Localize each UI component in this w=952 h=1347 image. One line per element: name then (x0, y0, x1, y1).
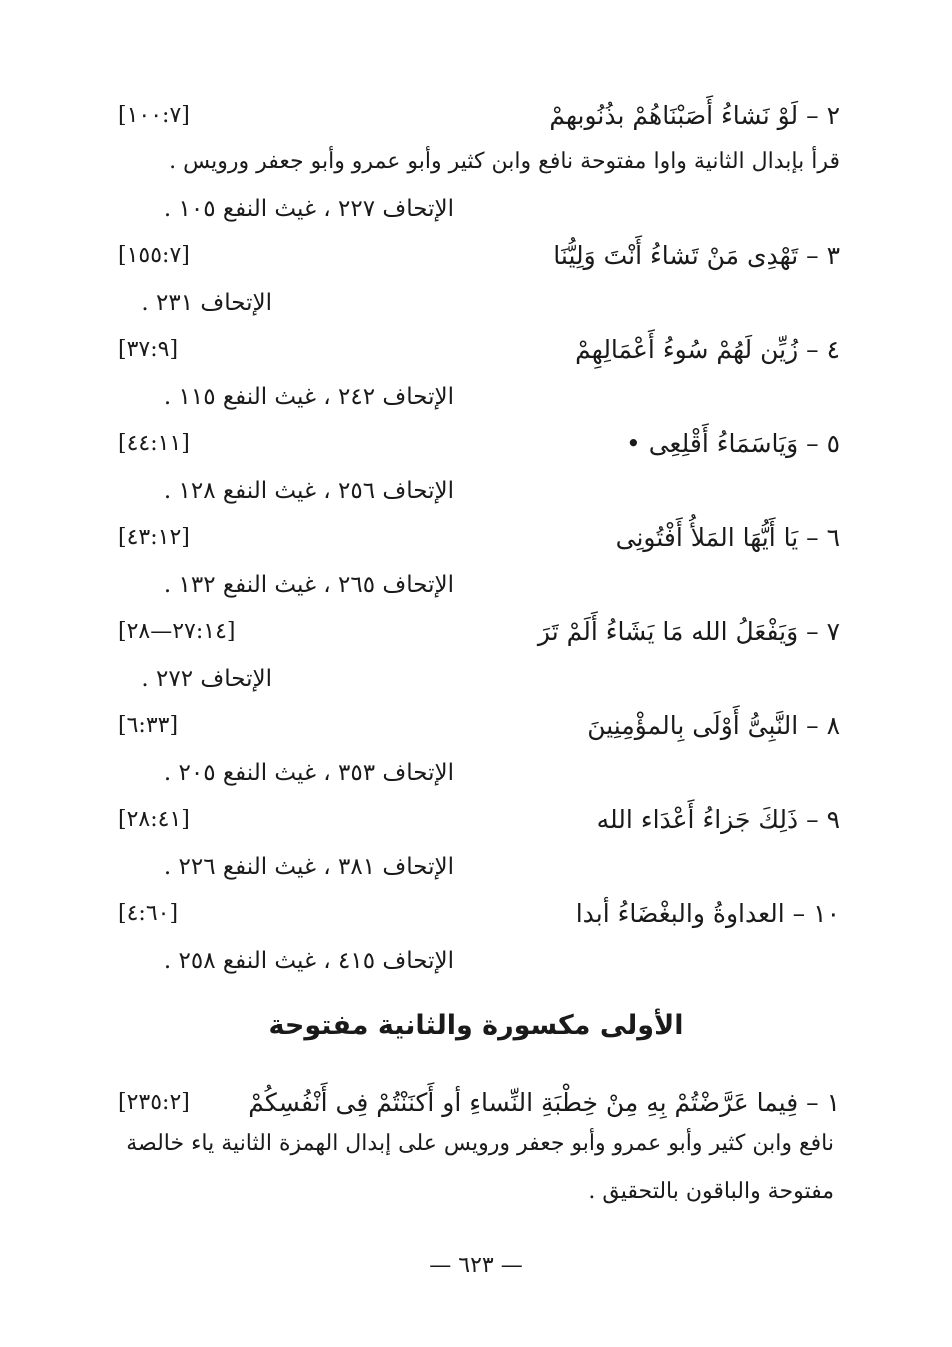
verse-text: ٢ – لَوْ نَشاءُ أَصَبْنَاهُمْ بذُنُوبهمْ (549, 101, 840, 130)
verse-text: ٩ – ذَلِكَ جَزاءُ أَعْدَاء الله (596, 805, 840, 834)
verse-reference: [٤:٦٠] (118, 901, 179, 926)
verse-reference: [٦:٣٣] (118, 713, 179, 738)
verse-reference: [٣٧:٩] (118, 337, 179, 362)
reading-note: قرأ بإبدال الثانية واوا مفتوحة نافع وابن كثير وأبو عمرو وأبو جعفر ورويس . (169, 149, 840, 174)
verse-text: ٣ – تَهْدِى مَنْ تَشاءُ أَنْتَ وَلِيُّنَا (553, 241, 840, 270)
source-citation: الإتحاف ٢٣١ . (141, 290, 272, 316)
verse-reference: [٢٨:٤١] (118, 807, 190, 832)
verse-text: ٨ – النَّبِىُّ أَوْلَى بِالمؤْمِنِينَ (587, 711, 840, 740)
entry-5-sources (118, 471, 840, 511)
verse-text: ٦ – يَا أَيُّهَا المَلأُ أَفْتُونِى (615, 523, 840, 552)
entry-2 (118, 96, 840, 136)
section-b-entry-1 (118, 1083, 840, 1123)
entry-10 (118, 894, 840, 934)
entry-5 (118, 424, 840, 464)
source-citation: الإتحاف ٤١٥ ، غيث النفع ٢٥٨ . (163, 948, 454, 974)
verse-reference: [١٠٠:٧] (118, 103, 190, 128)
verse-reference: [٤٤:١١] (118, 431, 190, 456)
entry-7 (118, 612, 840, 652)
source-citation: الإتحاف ٣٥٣ ، غيث النفع ٢٠٥ . (163, 760, 454, 786)
reading-note-line-2: مفتوحة والباقون بالتحقيق . (588, 1179, 834, 1204)
verse-reference: [٤٣:١٢] (118, 525, 190, 550)
section-heading: الأولى مكسورة والثانية مفتوحة (268, 1010, 684, 1041)
verse-reference: [١٥٥:٧] (118, 243, 190, 268)
verse-reference: [٢٣٥:٢] (118, 1090, 190, 1115)
entry-9-sources (118, 847, 840, 887)
entry-6-sources (118, 565, 840, 605)
source-citation: الإتحاف ٣٨١ ، غيث النفع ٢٢٦ . (163, 854, 454, 880)
verse-text: ١٠ – العداوةُ والبغْضَاءُ أبدا (575, 899, 840, 928)
page-number: — ٦٢٣ — (429, 1253, 523, 1278)
verse-text: ١ – فِيما عَرَّضْتُمْ بِهِ مِنْ خِطْبَةِ النِّساءِ أو أَكنَنْتُمْ فِى أَنْفُسِكُمْ (248, 1088, 840, 1117)
entry-2-reading-note (118, 142, 840, 182)
source-citation: الإتحاف ٢٤٢ ، غيث النفع ١١٥ . (163, 384, 454, 410)
source-citation: الإتحاف ٢٦٥ ، غيث النفع ١٣٢ . (163, 572, 454, 598)
entry-9 (118, 800, 840, 840)
source-citation: الإتحاف ٢٢٧ ، غيث النفع ١٠٥ . (163, 196, 454, 222)
entry-4-sources (118, 377, 840, 417)
entry-3 (118, 236, 840, 276)
entry-2-sources (118, 189, 840, 229)
entry-6 (118, 518, 840, 558)
entry-7-sources (118, 659, 840, 699)
verse-text: ٤ – زُيِّن لَهُمْ سُوءُ أَعْمَالِهِمْ (575, 335, 840, 364)
source-citation: الإتحاف ٢٥٦ ، غيث النفع ١٢٨ . (163, 478, 454, 504)
entry-8 (118, 706, 840, 746)
entry-3-sources (118, 283, 840, 323)
verse-reference: [٢٧:١٤—٢٨] (118, 619, 236, 644)
entry-10-sources (118, 941, 840, 981)
reading-note-line-1: نافع وابن كثير وأبو عمرو وأبو جعفر ورويس على إبدال الهمزة الثانية ياء خالصة (126, 1131, 834, 1156)
verse-text: ٧ – وَيَفْعَلُ الله مَا يَشَاءُ أَلَمْ تَرَ (537, 617, 840, 646)
verse-text: ٥ – وَيَاسَمَاءُ أَقْلِعِى • (626, 429, 840, 458)
source-citation: الإتحاف ٢٧٢ . (141, 666, 272, 692)
entry-8-sources (118, 753, 840, 793)
entry-4 (118, 330, 840, 370)
